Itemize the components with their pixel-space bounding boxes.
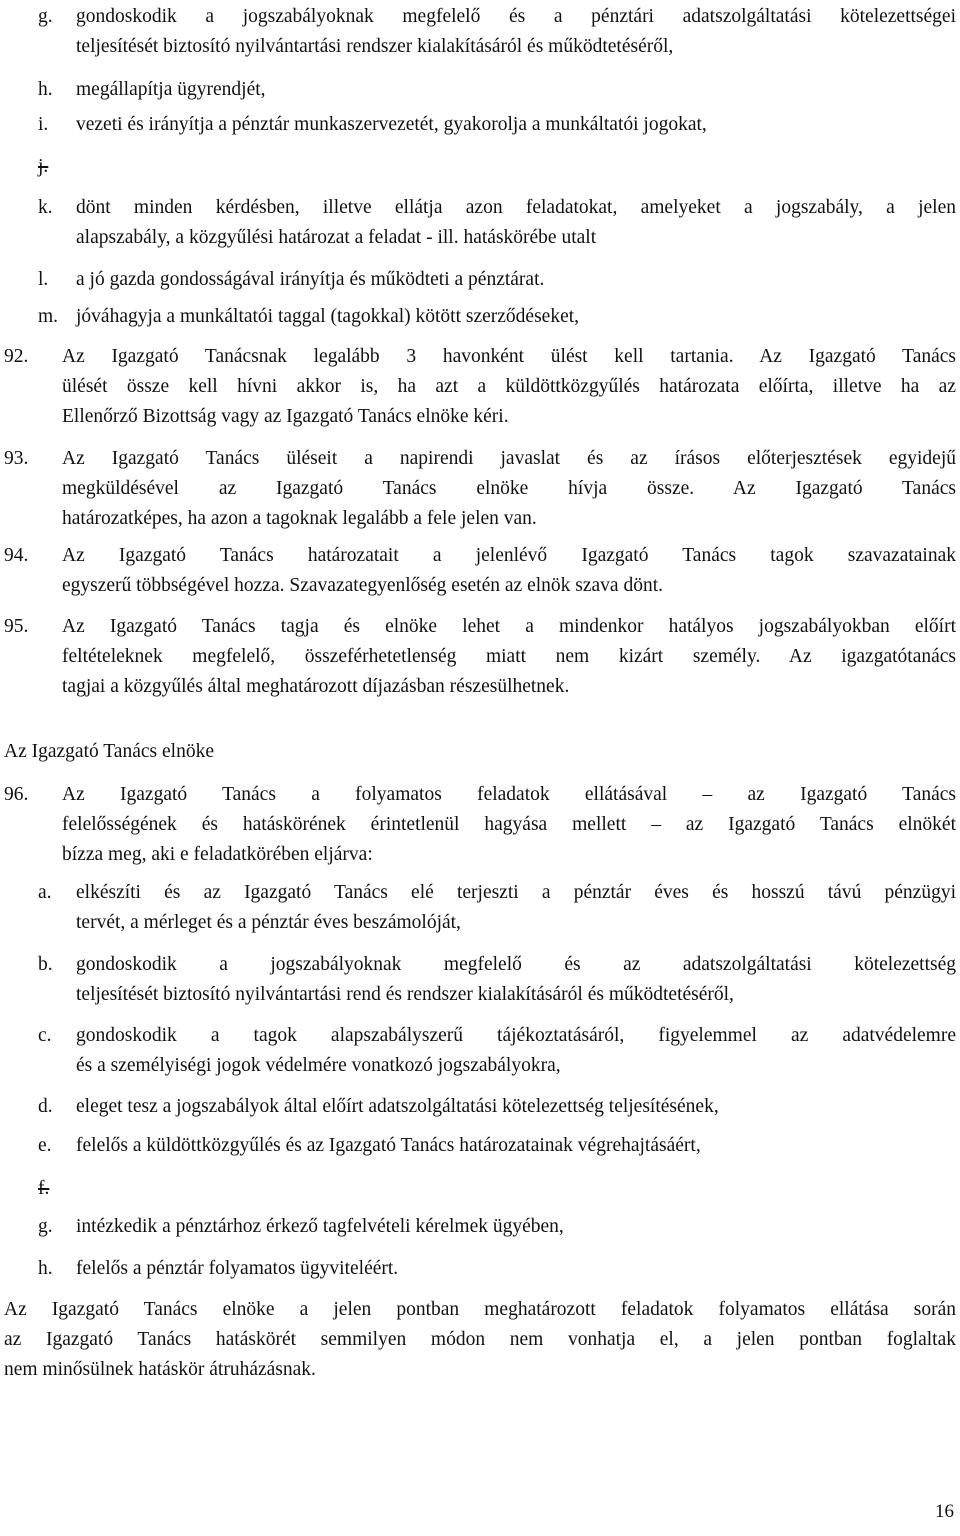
list-item-text — [76, 950, 956, 1010]
text-line: felelősségének és hatáskörének érintetlenül hagyása mellett – az Igazgató Tanács elnökét — [62, 814, 956, 835]
list-item-label: m. — [38, 306, 59, 327]
text-line: határozatképes, ha azon a tagoknak legalább a fele jelen van. — [62, 508, 537, 529]
text-line: dönt minden kérdésben, illetve ellátja azon feladatokat, amelyeket a jogszabály, a jelen — [76, 197, 956, 218]
text-line: gondoskodik a jogszabályoknak megfelelő és az adatszolgáltatási kötelezettség — [76, 954, 956, 975]
text-line: feltételeknek megfelelő, összeférhetetlenség miatt nem kizárt személy. Az igazgatótanács — [62, 646, 956, 667]
list-item-text — [76, 75, 956, 105]
list-item-text — [76, 2, 956, 62]
text-line: a jó gazda gondosságával irányítja és működteti a pénztárat. — [76, 269, 545, 290]
list-item-label: i. — [38, 114, 49, 135]
text-line: Az Igazgató Tanács a folyamatos feladatok ellátásával – az Igazgató Tanács — [62, 784, 956, 805]
list-item-text — [76, 878, 956, 938]
text-line: Az Igazgató Tanács határozatait a jelenlévő Igazgató Tanács tagok szavazatainak — [62, 545, 956, 566]
list-item-text — [76, 1092, 956, 1122]
text-line: Ellenőrző Bizottság vagy az Igazgató Tanács elnöke kéri. — [62, 406, 509, 427]
list-item-label: k. — [38, 197, 53, 218]
text-line: és a személyiségi jogok védelmére vonatkozó jogszabályokra, — [76, 1055, 561, 1076]
section-number: 93. — [4, 448, 29, 469]
text-line: gondoskodik a jogszabályoknak megfelelő és a pénztári adatszolgáltatási kötelezettségei — [76, 6, 956, 27]
text-line: teljesítését biztosító nyilvántartási rend és rendszer kialakításáról és működtetéséről, — [76, 984, 734, 1005]
list-item-text — [76, 302, 956, 332]
page-number: 16 — [935, 1501, 954, 1522]
list-item-label: g. — [38, 1216, 53, 1237]
list-item-text — [76, 1254, 956, 1284]
text-line: Az Igazgató Tanács üléseit a napirendi javaslat és az írásos előterjesztések egyidejű — [62, 448, 956, 469]
list-item-label: b. — [38, 954, 53, 975]
text-line: elkészíti és az Igazgató Tanács elé terjeszti a pénztár éves és hosszú távú pénzügyi — [76, 882, 956, 903]
text-line: egyszerű többségével hozza. Szavazategyenlőség esetén az elnök szava dönt. — [62, 575, 663, 596]
section-text — [62, 444, 956, 534]
list-item-label: l. — [38, 269, 49, 290]
text-line: ülését össze kell hívni akkor is, ha azt a küldöttközgyűlés határozata előírta, illetve ha az — [62, 376, 956, 397]
text-line: Az Igazgató Tanács elnöke a jelen pontban meghatározott feladatok folyamatos ellátása során — [4, 1299, 956, 1320]
section-number: 96. — [4, 784, 29, 805]
list-item-text — [76, 110, 956, 140]
list-item-label: h. — [38, 79, 53, 100]
text-line: felelős a pénztár folyamatos ügyviteléért. — [76, 1258, 399, 1279]
text-line: az Igazgató Tanács hatáskörét semmilyen módon nem vonhatja el, a jelen pontban foglaltak — [4, 1329, 956, 1350]
list-item-text — [76, 1131, 956, 1161]
list-item-text — [76, 1212, 956, 1242]
text-line: Az Igazgató Tanács tagja és elnöke lehet a mindenkor hatályos jogszabályokban előírt — [62, 616, 956, 637]
section-text — [62, 612, 956, 702]
list-item-label: e. — [38, 1135, 52, 1156]
list-item-label: g. — [38, 6, 53, 27]
section-number: 95. — [4, 616, 29, 637]
section-text — [62, 541, 956, 601]
text-line: vezeti és irányítja a pénztár munkaszervezetét, gyakorolja a munkáltatói jogokat, — [76, 114, 707, 135]
list-item-text — [76, 1021, 956, 1081]
text-line: intézkedik a pénztárhoz érkező tagfelvételi kérelmek ügyében, — [76, 1216, 564, 1237]
list-item-text — [76, 265, 956, 295]
text-line: tervét, a mérleget és a pénztár éves beszámolóját, — [76, 912, 461, 933]
text-line: felelős a küldöttközgyűlés és az Igazgató Tanács határozatainak végrehajtásáért, — [76, 1135, 701, 1156]
text-line: bízza meg, aki e feladatkörében eljárva: — [62, 844, 373, 865]
list-item-label: h. — [38, 1258, 53, 1279]
text-line: nem minősülnek hatáskör átruházásnak. — [4, 1359, 316, 1380]
section-text — [62, 780, 956, 870]
text-line: megküldésével az Igazgató Tanács elnöke hívja össze. Az Igazgató Tanács — [62, 478, 956, 499]
text-line: eleget tesz a jogszabályok által előírt adatszolgáltatási kötelezettség teljesítésének, — [76, 1096, 719, 1117]
list-item-label: d. — [38, 1096, 53, 1117]
section-heading: Az Igazgató Tanács elnöke — [4, 741, 214, 762]
list-item-text — [76, 193, 956, 253]
text-line: alapszabály, a közgyűlési határozat a feladat - ill. hatáskörébe utalt — [76, 227, 597, 248]
text-line: megállapítja ügyrendjét, — [76, 79, 266, 100]
text-line: jóváhagyja a munkáltatói taggal (tagokkal) kötött szerződéseket, — [76, 306, 580, 327]
list-item-label: f. — [38, 1178, 50, 1199]
list-item-label: a. — [38, 882, 52, 903]
section-text — [62, 342, 956, 432]
list-item-label: c. — [38, 1025, 52, 1046]
list-item-label: j. — [38, 156, 49, 177]
text-line: tagjai a közgyűlés által meghatározott díjazásban részesülhetnek. — [62, 676, 570, 697]
section-number: 92. — [4, 346, 29, 367]
text-line: Az Igazgató Tanácsnak legalább 3 havonként ülést kell tartania. Az Igazgató Tanács — [62, 346, 956, 367]
closing-paragraph — [4, 1295, 956, 1385]
text-line: gondoskodik a tagok alapszabályszerű tájékoztatásáról, figyelemmel az adatvédelemre — [76, 1025, 956, 1046]
section-number: 94. — [4, 545, 29, 566]
text-line: teljesítését biztosító nyilvántartási rendszer kialakításáról és működtetéséről, — [76, 36, 674, 57]
